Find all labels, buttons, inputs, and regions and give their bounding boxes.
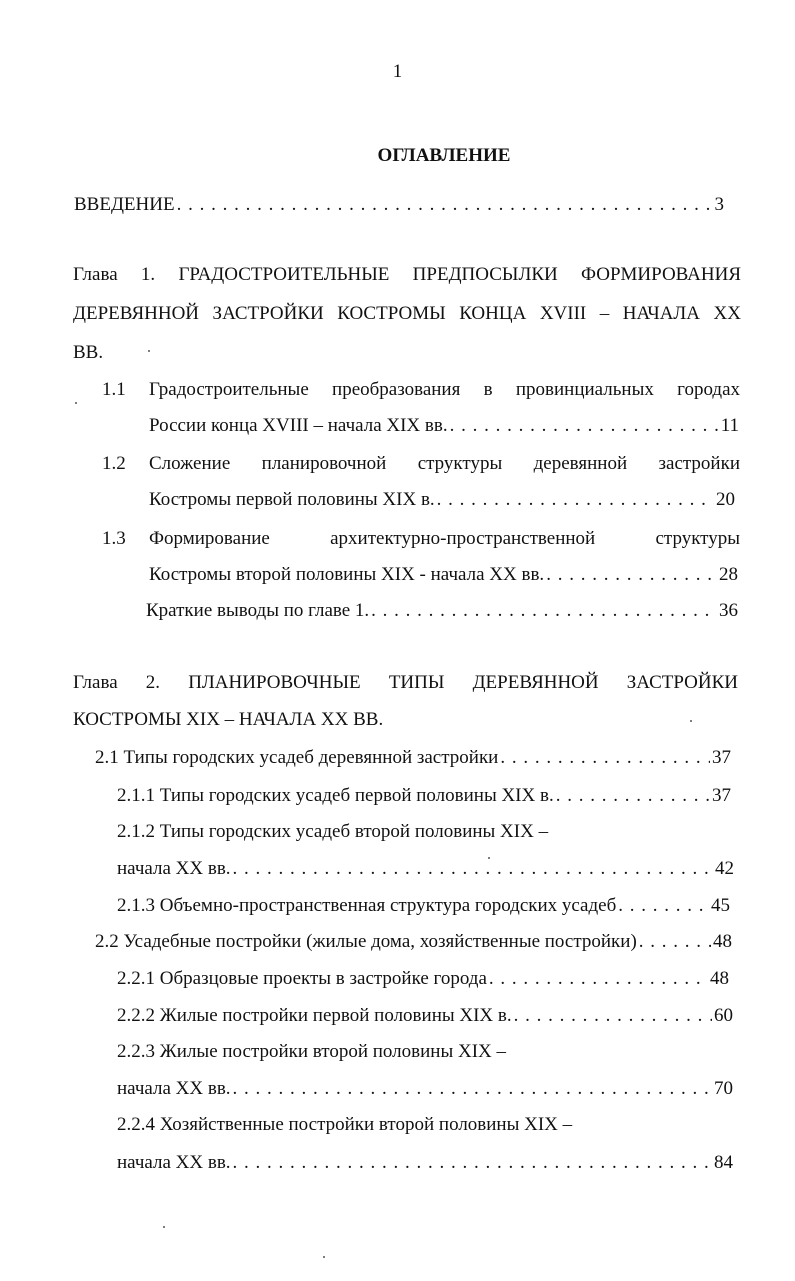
chapter2-heading-line1: Глава 2. ПЛАНИРОВОЧНЫЕ ТИПЫ ДЕРЕВЯННОЙ ЗАСТРОЙКИ <box>73 672 738 693</box>
entry-label: ВВЕДЕНИЕ <box>74 194 175 215</box>
entry-label: 2.1 Типы городских усадеб деревянной застройки <box>95 747 499 768</box>
toc-entry-1-1[interactable] <box>149 414 739 438</box>
toc-entry-1-2[interactable] <box>149 488 735 512</box>
entry-page: 48 <box>713 931 732 952</box>
entry-label: 2.2.2 Жилые постройки первой половины XIX в. <box>117 1005 512 1026</box>
chapter1-heading-line1: Глава 1. ГРАДОСТРОИТЕЛЬНЫЕ ПРЕДПОСЫЛКИ ФОРМИРОВАНИЯ <box>73 264 741 285</box>
section-1-1-line1: Градостроительные преобразования в провинциальных городах <box>149 379 740 400</box>
entry-label: 2.2.1 Образцовые проекты в застройке города <box>117 968 487 989</box>
entry-label: Костромы второй половины XIX - начала XX вв. <box>149 564 545 585</box>
dot-leader <box>437 488 714 512</box>
toc-entry-2-2-2[interactable] <box>117 1004 733 1028</box>
scan-speck <box>148 350 150 352</box>
dot-leader <box>489 967 708 991</box>
entry-page: 48 <box>710 968 729 989</box>
dot-leader <box>233 1151 712 1175</box>
scan-speck <box>75 402 77 404</box>
dot-leader <box>639 930 711 954</box>
entry-page: 28 <box>719 564 738 585</box>
toc-entry-intro[interactable] <box>74 193 724 217</box>
section-number: 1.3 <box>102 528 126 549</box>
dot-leader <box>233 1077 712 1101</box>
section-2-2-3-line1: 2.2.3 Жилые постройки второй половины XIX – <box>117 1041 507 1062</box>
section-2-2-4-line1: 2.2.4 Хозяйственные постройки второй половины XIX – <box>117 1114 573 1135</box>
entry-label: начала XX вв. <box>117 1152 231 1173</box>
chapter1-heading-line3: ВВ. <box>73 342 104 363</box>
toc-entry-1-3[interactable] <box>149 563 738 587</box>
dot-leader <box>556 784 710 808</box>
entry-page: 60 <box>714 1005 733 1026</box>
section-number: 1.2 <box>102 453 126 474</box>
dot-leader <box>546 563 717 587</box>
entry-label: Краткие выводы по главе 1. <box>146 600 370 621</box>
scan-speck <box>163 1226 165 1228</box>
dot-leader <box>371 599 717 623</box>
toc-entry-2-2-4[interactable] <box>117 1151 733 1175</box>
section-1-2-line1: Сложение планировочной структуры деревянной застройки <box>149 453 740 474</box>
entry-label: начала XX вв. <box>117 1078 231 1099</box>
toc-entry-ch1-summary[interactable] <box>146 599 738 623</box>
entry-label: 2.1.3 Объемно-пространственная структура городских усадеб <box>117 895 617 916</box>
section-1-3-line1: Формирование архитектурно-пространственной структуры <box>149 528 740 549</box>
dot-leader <box>618 894 709 918</box>
dot-leader <box>514 1004 712 1028</box>
entry-page: 11 <box>720 415 739 436</box>
dot-leader <box>450 414 719 438</box>
section-number: 1.1 <box>102 379 126 400</box>
entry-page: 37 <box>712 785 731 806</box>
toc-entry-2-1-2[interactable] <box>117 857 734 881</box>
entry-label: начала XX вв. <box>117 858 231 879</box>
dot-leader <box>233 857 713 881</box>
dot-leader <box>500 746 710 770</box>
entry-page: 42 <box>715 858 734 879</box>
entry-page: 37 <box>712 747 731 768</box>
toc-entry-2-1-3[interactable] <box>117 894 730 918</box>
entry-page: 3 <box>714 194 724 215</box>
entry-label: 2.1.1 Типы городских усадеб первой половины XIX в. <box>117 785 554 806</box>
scan-speck <box>690 720 692 722</box>
toc-entry-2-2-1[interactable] <box>117 967 729 991</box>
toc-entry-2-1-1[interactable] <box>117 784 731 808</box>
entry-page: 84 <box>714 1152 733 1173</box>
toc-entry-2-1[interactable] <box>95 746 731 770</box>
page-number: 1 <box>392 61 403 82</box>
entry-label: 2.2 Усадебные постройки (жилые дома, хозяйственные постройки) <box>95 931 637 952</box>
toc-entry-2-2-3[interactable] <box>117 1077 733 1101</box>
entry-label: России конца XVIII – начала XIX вв. <box>149 415 448 436</box>
entry-label: Костромы первой половины XIX в. <box>149 489 435 510</box>
entry-page: 36 <box>719 600 738 621</box>
toc-title: ОГЛАВЛЕНИЕ <box>377 145 511 166</box>
toc-entry-2-2[interactable] <box>95 930 732 954</box>
chapter1-heading-line2: ДЕРЕВЯННОЙ ЗАСТРОЙКИ КОСТРОМЫ КОНЦА XVIII – НАЧАЛА XX <box>73 303 741 324</box>
section-2-1-2-line1: 2.1.2 Типы городских усадеб второй половины XIX – <box>117 821 549 842</box>
dot-leader <box>177 193 713 217</box>
scan-speck <box>323 1256 325 1258</box>
chapter2-heading-line2: КОСТРОМЫ XIX – НАЧАЛА XX ВВ. <box>73 709 384 730</box>
entry-page: 20 <box>716 489 735 510</box>
entry-page: 45 <box>711 895 730 916</box>
entry-page: 70 <box>714 1078 733 1099</box>
scan-speck <box>488 857 490 859</box>
